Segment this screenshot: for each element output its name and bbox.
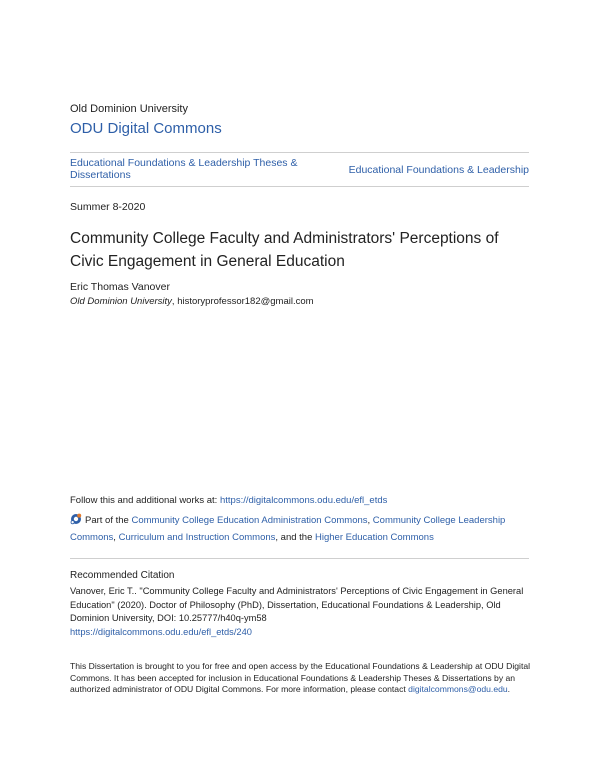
contact-email-link[interactable]: digitalcommons@odu.edu <box>408 684 508 694</box>
discipline-link-cc-leadership[interactable]: Community College Leadership Commons <box>70 515 506 543</box>
collection-link-department[interactable]: Educational Foundations & Leadership <box>348 164 529 176</box>
citation-heading: Recommended Citation <box>70 570 175 581</box>
citation-link[interactable]: https://digitalcommons.odu.edu/efl_etds/240 <box>70 626 252 637</box>
network-icon <box>70 513 82 525</box>
institution-name: Old Dominion University <box>70 103 188 115</box>
citation-divider <box>70 558 529 559</box>
part-of-prefix: Part of the <box>85 515 132 526</box>
citation-text: Vanover, Eric T.. "Community College Faculty and Administrators' Perceptions of Civic Engagement in General Education" (2020). Doctor of Philosophy (PhD), Dissertation, Educational Foundations & Leadership, Old Dominion University, DOI: 10.25777/h40q-ym58 <box>70 586 524 623</box>
publication-date: Summer 8-2020 <box>70 201 146 213</box>
author-email: historyprofessor182@gmail.com <box>177 296 314 307</box>
document-title: Community College Faculty and Administrators' Perceptions of Civic Engagement in General Education <box>70 230 499 270</box>
discipline-link-higher-ed[interactable]: Higher Education Commons <box>315 532 434 543</box>
follow-link[interactable]: https://digitalcommons.odu.edu/efl_etds <box>219 495 388 506</box>
access-statement-text: This Dissertation is brought to you for free and open access by the Educational Foundations & Leadership at ODU Digital Commons. It has been accepted for inclusion in Educational Foundations & Leadership Theses & Dissertations by an authorized administrator of ODU Digital Commons. For more information, please contact <box>70 661 531 694</box>
follow-line <box>70 495 387 506</box>
access-statement-end: . <box>507 684 511 694</box>
part-of-sep-1: , <box>367 515 373 526</box>
collection-link-theses[interactable]: Educational Foundations & Leadership Theses & Dissertations <box>70 157 298 181</box>
discipline-link-curriculum[interactable]: Curriculum and Instruction Commons <box>118 532 276 543</box>
discipline-link-cc-admin[interactable]: Community College Education Administration Commons <box>131 515 368 526</box>
affiliation-institution: Old Dominion University <box>70 296 172 307</box>
top-divider <box>70 152 529 153</box>
part-of-disciplines <box>70 512 532 546</box>
repository-link[interactable]: ODU Digital Commons <box>70 120 222 137</box>
citation-block <box>70 585 532 639</box>
collections-divider <box>70 186 529 187</box>
follow-label: Follow this and additional works at: <box>70 495 220 506</box>
part-of-sep-2: , <box>113 532 119 543</box>
affiliation-separator: , <box>171 296 178 307</box>
part-of-sep-3: , and the <box>275 532 316 543</box>
author-name: Eric Thomas Vanover <box>70 281 170 293</box>
access-statement <box>70 661 532 696</box>
author-affiliation <box>70 296 314 307</box>
